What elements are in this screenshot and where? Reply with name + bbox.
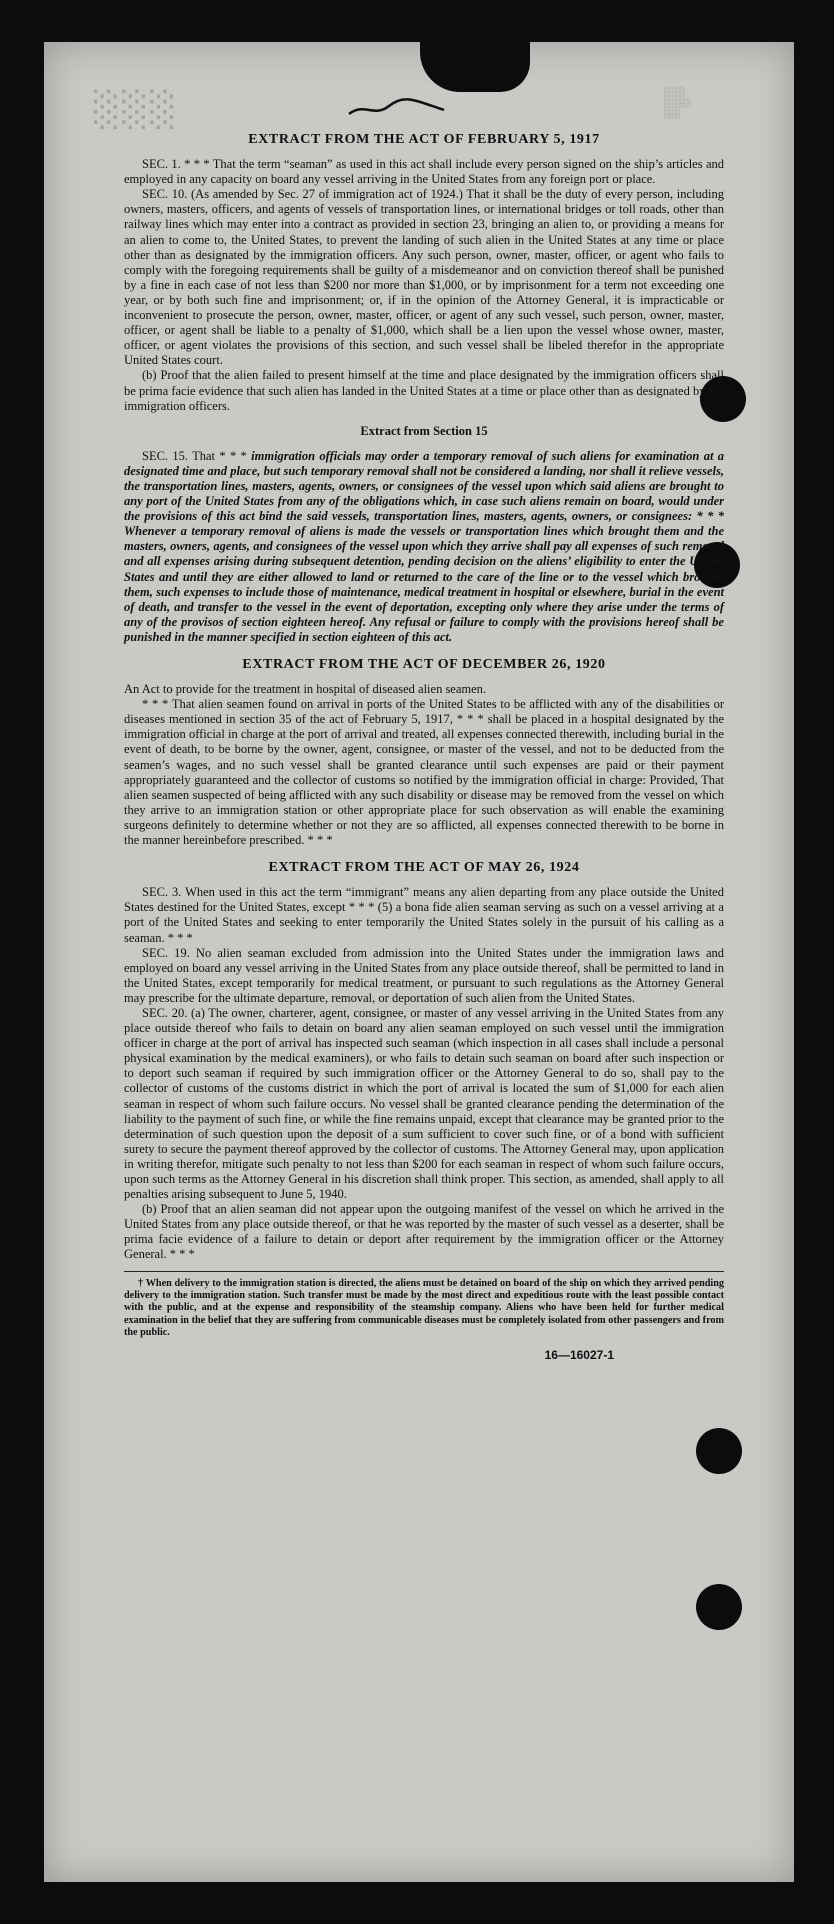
print-code: 16—16027-1 [544, 1347, 614, 1362]
pen-mark [344, 92, 454, 122]
heading-dec-1920: EXTRACT FROM THE ACT OF DECEMBER 26, 1920 [242, 657, 606, 672]
paragraph-sec-10: SEC. 10. (As amended by Sec. 27 of immigration act of 1924.) That it shall be the duty of every person, including owners, masters, officers, and agents of vessels of transportation lines, or international bridges or toll roads, other than railway lines which may enter into a contract as provided in section 23, bringing an alien to, or providing a means for an alien to come to, the United States, to prevent the landing of such alien in the United States at any time or place other than as designated by the immigration officers. Any such person, owner, master, officer, or agent who fails to comply with the foregoing requirements shall be guilty of a misdemeanor and on conviction thereof shall be punished by a fine in each case of not less than $200 nor more than $1,000, or by imprisonment for a term not exceeding one year, or by both such fine and imprisonment; or, if in the opinion of the Attorney General, it is impracticable or inconvenient to prosecute the person, owner, master, officer, or agent of any such vessel, such person, owner, master, officer, or agent shall be liable to a penalty of $1,000, which shall be a lien upon the vessel whose owner, master, officer, or agent violates the provisions of this section, and such vessel shall be libeled therefor in the appropriate United States court. [124, 187, 724, 368]
footnote-divider [124, 1271, 724, 1272]
paragraph-sec-20a: SEC. 20. (a) The owner, charterer, agent, consignee, or master of any vessel arriving in the United States from any place outside thereof who fails to detain on board any alien seaman employed on such vessel until the immigration officer in charge at the port of arrival has inspected such seaman (which inspection in all cases shall include a personal physical examination by the medical examiners), or who fails to detain such seaman on board after such inspection or to deport such seaman if required by such immigration officer or the Attorney General to do so, shall pay to the collector of customs of the customs district in which the port of arrival is located the sum of $1,000 for each alien seaman in respect of whom such failure occurs. No vessel shall be granted clearance pending the determination of the liability to the payment of such fine, or while the fine remains unpaid, except that clearance may be granted prior to the determination of such question upon the deposit of a sum sufficient to cover such fine, or of a bond with sufficient surety to secure the payment thereof approved by the collector of customs. The Attorney General may, upon application in writing therefor, mitigate such penalty to not less than $200 for each seaman in respect of whom such failure occurs, upon such terms as the Attorney General in his discretion shall think proper. This section, as amended, shall apply to all penalties arising subsequent to June 5, 1940. [124, 1005, 724, 1202]
faded-stamp: ░░░ [94, 90, 179, 130]
paragraph-sec-3: SEC. 3. When used in this act the term “immigrant” means any alien departing from any place outside the United States destined for the United States, except * * * (5) a bona fide alien seaman serving as such on a vessel arriving at a port of the United States and seeking to enter temporarily the United States solely in the pursuit of his calling as a seaman. * * * [124, 885, 724, 945]
heading-section-15: Extract from Section 15 [360, 423, 488, 438]
paragraph-act-title: An Act to provide for the treatment in hospital of diseased alien seamen. [124, 682, 487, 697]
punch-hole [696, 1428, 742, 1474]
paragraph-sec-1: SEC. 1. * * * That the term “seaman” as used in this act shall include every person signed on the ship’s articles and employed in any capacity on board any vessel arriving in the United States from any foreign port or place. [124, 157, 724, 187]
sec-15-body: immigration officials may order a temporary removal of such aliens for examination at a designated time and place, but such temporary removal shall not be considered a landing, nor shall it relieve vessels, the transportation lines, masters, agents, owners, or consignees of the vessel upon which said aliens are brought to any port of the United States from any of the obligations which, in case such aliens remain on board, would under the provisions of this act bind the said vessels, transportation lines, masters, agents, owners, or consignees: * * * Whenever a temporary removal of aliens is made the vessels or transportation lines which brought them and the masters, owners, agents, and consignees of the vessel upon which they arrive shall pay all expenses of such removal and all expenses arising during subsequent detention, pending decision on the aliens’ eligibility to enter the United States and until they are either allowed to land or returned to the care of the line or to the vessel which brought them, such expenses to include those of maintenance, medical treatment in hospital or elsewhere, burial in the event of death, and transfer to the vessel in the event of deportation, excepting only where they arise under the terms of any of the provisos of section eighteen hereof. Any refusal or failure to comply with the provisions hereof shall be punished in the manner specified in section eighteen of this act. [124, 448, 725, 644]
document-text [124, 132, 724, 1363]
heading-may-1924: EXTRACT FROM THE ACT OF MAY 26, 1924 [268, 860, 580, 876]
torn-edge [420, 36, 530, 92]
paragraph-dec-1920-body: * * * That alien seamen found on arrival in ports of the United States to be afflicted with any of the disabilities or diseases mentioned in section 35 of the act of February 5, 1917, * * * shall be placed in a hospital designated by the immigration official in charge at the port of arrival and treated, all expenses connected therewith, including burial in the event of death, to be borne by the owner, agent, consignee, or master of the vessel, and not to be deducted from the seamen’s wages, and no such vessel shall be granted clearance until such expenses are paid or their payment appropriately guaranteed and the collector of customs so notified by the immigration official in charge: Provided, That alien seamen suspected of being afflicted with any such disability or disease may be removed from the vessel on which they arrive to an immigration station or other appropriate place for such observation as will enable the examining surgeons definitely to determine whether or not they are so afflicted, all expenses connected therewith to be borne in the manner hereinbefore prescribed. * * * [124, 697, 724, 848]
footnote: † When delivery to the immigration station is directed, the aliens must be detained on board of the ship on which they arrived pending delivery to the immigration station. Such transfer must be made by the most direct and expeditious route with the least possible contact with the public, and at the expense and responsibility of the steamship company. Aliens who have been held for further medical examination in the belief that they are suffering from communicable diseases must be completely isolated from other passengers and from the public. [124, 1277, 724, 1339]
paragraph-sec-20b: (b) Proof that an alien seaman did not appear upon the outgoing manifest of the vessel on which he arrived in the United States from any place outside thereof, or that he was reported by the master of such vessel as a deserter, shall be prima facie evidence of a failure to detain or deport after requirement by the immigration officer or the Attorney General. * * * [124, 1202, 724, 1262]
paragraph-sec-10b: (b) Proof that the alien failed to present himself at the time and place designated by the immigration officers shall be prima facie evidence that such alien has landed in the United States at a time or place other than as designated by the immigration officers. [124, 368, 724, 413]
paragraph-sec-15 [124, 449, 724, 645]
heading-feb-1917: EXTRACT FROM THE ACT OF FEBRUARY 5, 1917 [248, 132, 600, 147]
faded-form-number: ░░░░ ░░░░░ ░░░ [664, 88, 692, 120]
punch-hole [696, 1584, 742, 1630]
paragraph-sec-19: SEC. 19. No alien seaman excluded from admission into the United States under the immigration laws and employed on board any vessel arriving in the United States from any place outside thereof, shall be permitted to land in the United States, except temporarily for medical treatment, or pursuant to such regulations as the Attorney General may prescribe for the ultimate departure, removal, or deportation of such alien from the United States. [124, 945, 724, 1005]
sec-15-lead: SEC. 15. That * * * [142, 448, 247, 463]
